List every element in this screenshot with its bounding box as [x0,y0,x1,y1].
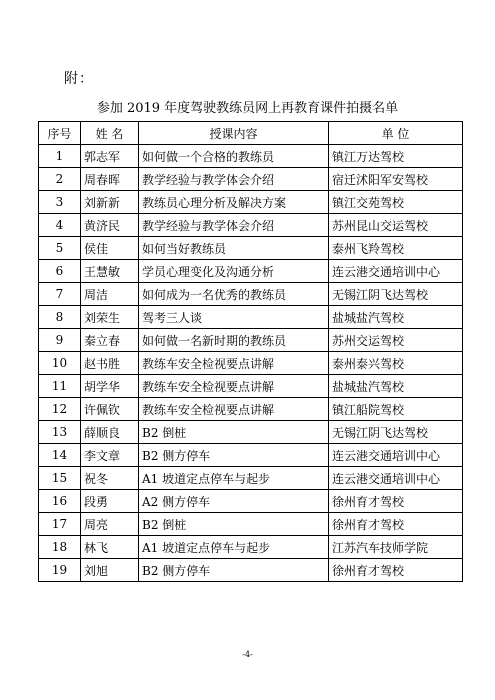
table-body [39,145,463,582]
row-unit: 宿迁沭阳军安驾校 [329,168,463,191]
row-content: 如何做一个合格的教练员 [139,145,329,168]
row-unit: 泰州泰兴驾校 [329,352,463,375]
roster-table [38,121,463,582]
row-unit: 江苏汽车技师学院 [329,536,463,559]
table-row [39,260,463,283]
row-content: B2 侧方停车 [139,559,329,582]
row-unit: 盐城盐汽驾校 [329,306,463,329]
table-header-row [39,122,463,145]
table-row [39,145,463,168]
row-unit: 镇江交苑驾校 [329,191,463,214]
row-number: 6 [39,260,81,283]
row-number: 17 [39,513,81,536]
table-row [39,490,463,513]
row-name: 郭志军 [81,145,139,168]
row-name: 王慧敏 [81,260,139,283]
table-row [39,237,463,260]
row-name: 段勇 [81,490,139,513]
row-name: 秦立春 [81,329,139,352]
table-row [39,329,463,352]
row-name: 刘新新 [81,191,139,214]
row-unit: 泰州飞羚驾校 [329,237,463,260]
row-number: 16 [39,490,81,513]
row-number: 10 [39,352,81,375]
row-number: 14 [39,444,81,467]
table-row [39,283,463,306]
row-content: 教练员心理分析及解决方案 [139,191,329,214]
table-row [39,375,463,398]
row-name: 祝冬 [81,467,139,490]
row-name: 许佩钦 [81,398,139,421]
row-unit: 连云港交通培训中心 [329,444,463,467]
row-content: 教练车安全检视要点讲解 [139,398,329,421]
table-row [39,536,463,559]
row-content: 教学经验与教学体会介绍 [139,214,329,237]
row-number: 3 [39,191,81,214]
table-row [39,559,463,582]
attachment-label: 附： [64,71,94,87]
row-number: 19 [39,559,81,582]
page-number: -4- [242,650,253,659]
row-number: 9 [39,329,81,352]
row-name: 薛顺良 [81,421,139,444]
row-name: 周春晖 [81,168,139,191]
row-content: B2 倒桩 [139,421,329,444]
row-unit: 盐城盐汽驾校 [329,375,463,398]
row-unit: 苏州昆山交运驾校 [329,214,463,237]
table-row [39,191,463,214]
row-number: 1 [39,145,81,168]
row-content: 如何当好教练员 [139,237,329,260]
row-content: B2 倒桩 [139,513,329,536]
table-row [39,306,463,329]
table-row [39,467,463,490]
row-content: 教学经验与教学体会介绍 [139,168,329,191]
header-unit: 单 位 [329,122,463,145]
row-content: 教练车安全检视要点讲解 [139,352,329,375]
row-unit: 无锡江阴飞达驾校 [329,421,463,444]
row-number: 13 [39,421,81,444]
row-content: 教练车安全检视要点讲解 [139,375,329,398]
row-number: 5 [39,237,81,260]
row-content: 学员心理变化及沟通分析 [139,260,329,283]
row-name: 李文章 [81,444,139,467]
row-number: 11 [39,375,81,398]
row-name: 黄济民 [81,214,139,237]
row-number: 18 [39,536,81,559]
row-name: 刘荣生 [81,306,139,329]
row-content: B2 侧方停车 [139,444,329,467]
row-name: 周洁 [81,283,139,306]
row-content: 驾考三人谈 [139,306,329,329]
row-name: 胡学华 [81,375,139,398]
row-unit: 连云港交通培训中心 [329,260,463,283]
table-row [39,421,463,444]
row-unit: 徐州育才驾校 [329,490,463,513]
table-row [39,398,463,421]
row-content: 如何做一名新时期的教练员 [139,329,329,352]
row-content: A1 坡道定点停车与起步 [139,467,329,490]
row-name: 刘旭 [81,559,139,582]
row-number: 4 [39,214,81,237]
row-name: 周亮 [81,513,139,536]
table-row [39,214,463,237]
table-row [39,513,463,536]
table-row [39,352,463,375]
table-row [39,168,463,191]
document-title: 参加 2019 年度驾驶教练员网上再教育课件拍摄名单 [96,101,399,116]
row-content: 如何成为一名优秀的教练员 [139,283,329,306]
row-number: 12 [39,398,81,421]
row-content: A2 侧方停车 [139,490,329,513]
row-number: 7 [39,283,81,306]
row-unit: 徐州育才驾校 [329,513,463,536]
header-name: 姓 名 [81,122,139,145]
header-no: 序号 [39,122,81,145]
row-unit: 徐州育才驾校 [329,559,463,582]
row-number: 8 [39,306,81,329]
row-name: 侯佳 [81,237,139,260]
table-row [39,444,463,467]
row-name: 林飞 [81,536,139,559]
header-content: 授课内容 [139,122,329,145]
row-number: 2 [39,168,81,191]
row-unit: 连云港交通培训中心 [329,467,463,490]
row-unit: 苏州交运驾校 [329,329,463,352]
row-content: A1 坡道定点停车与起步 [139,536,329,559]
row-number: 15 [39,467,81,490]
row-unit: 镇江船院驾校 [329,398,463,421]
row-name: 赵书胜 [81,352,139,375]
row-unit: 镇江万达驾校 [329,145,463,168]
row-unit: 无锡江阴飞达驾校 [329,283,463,306]
